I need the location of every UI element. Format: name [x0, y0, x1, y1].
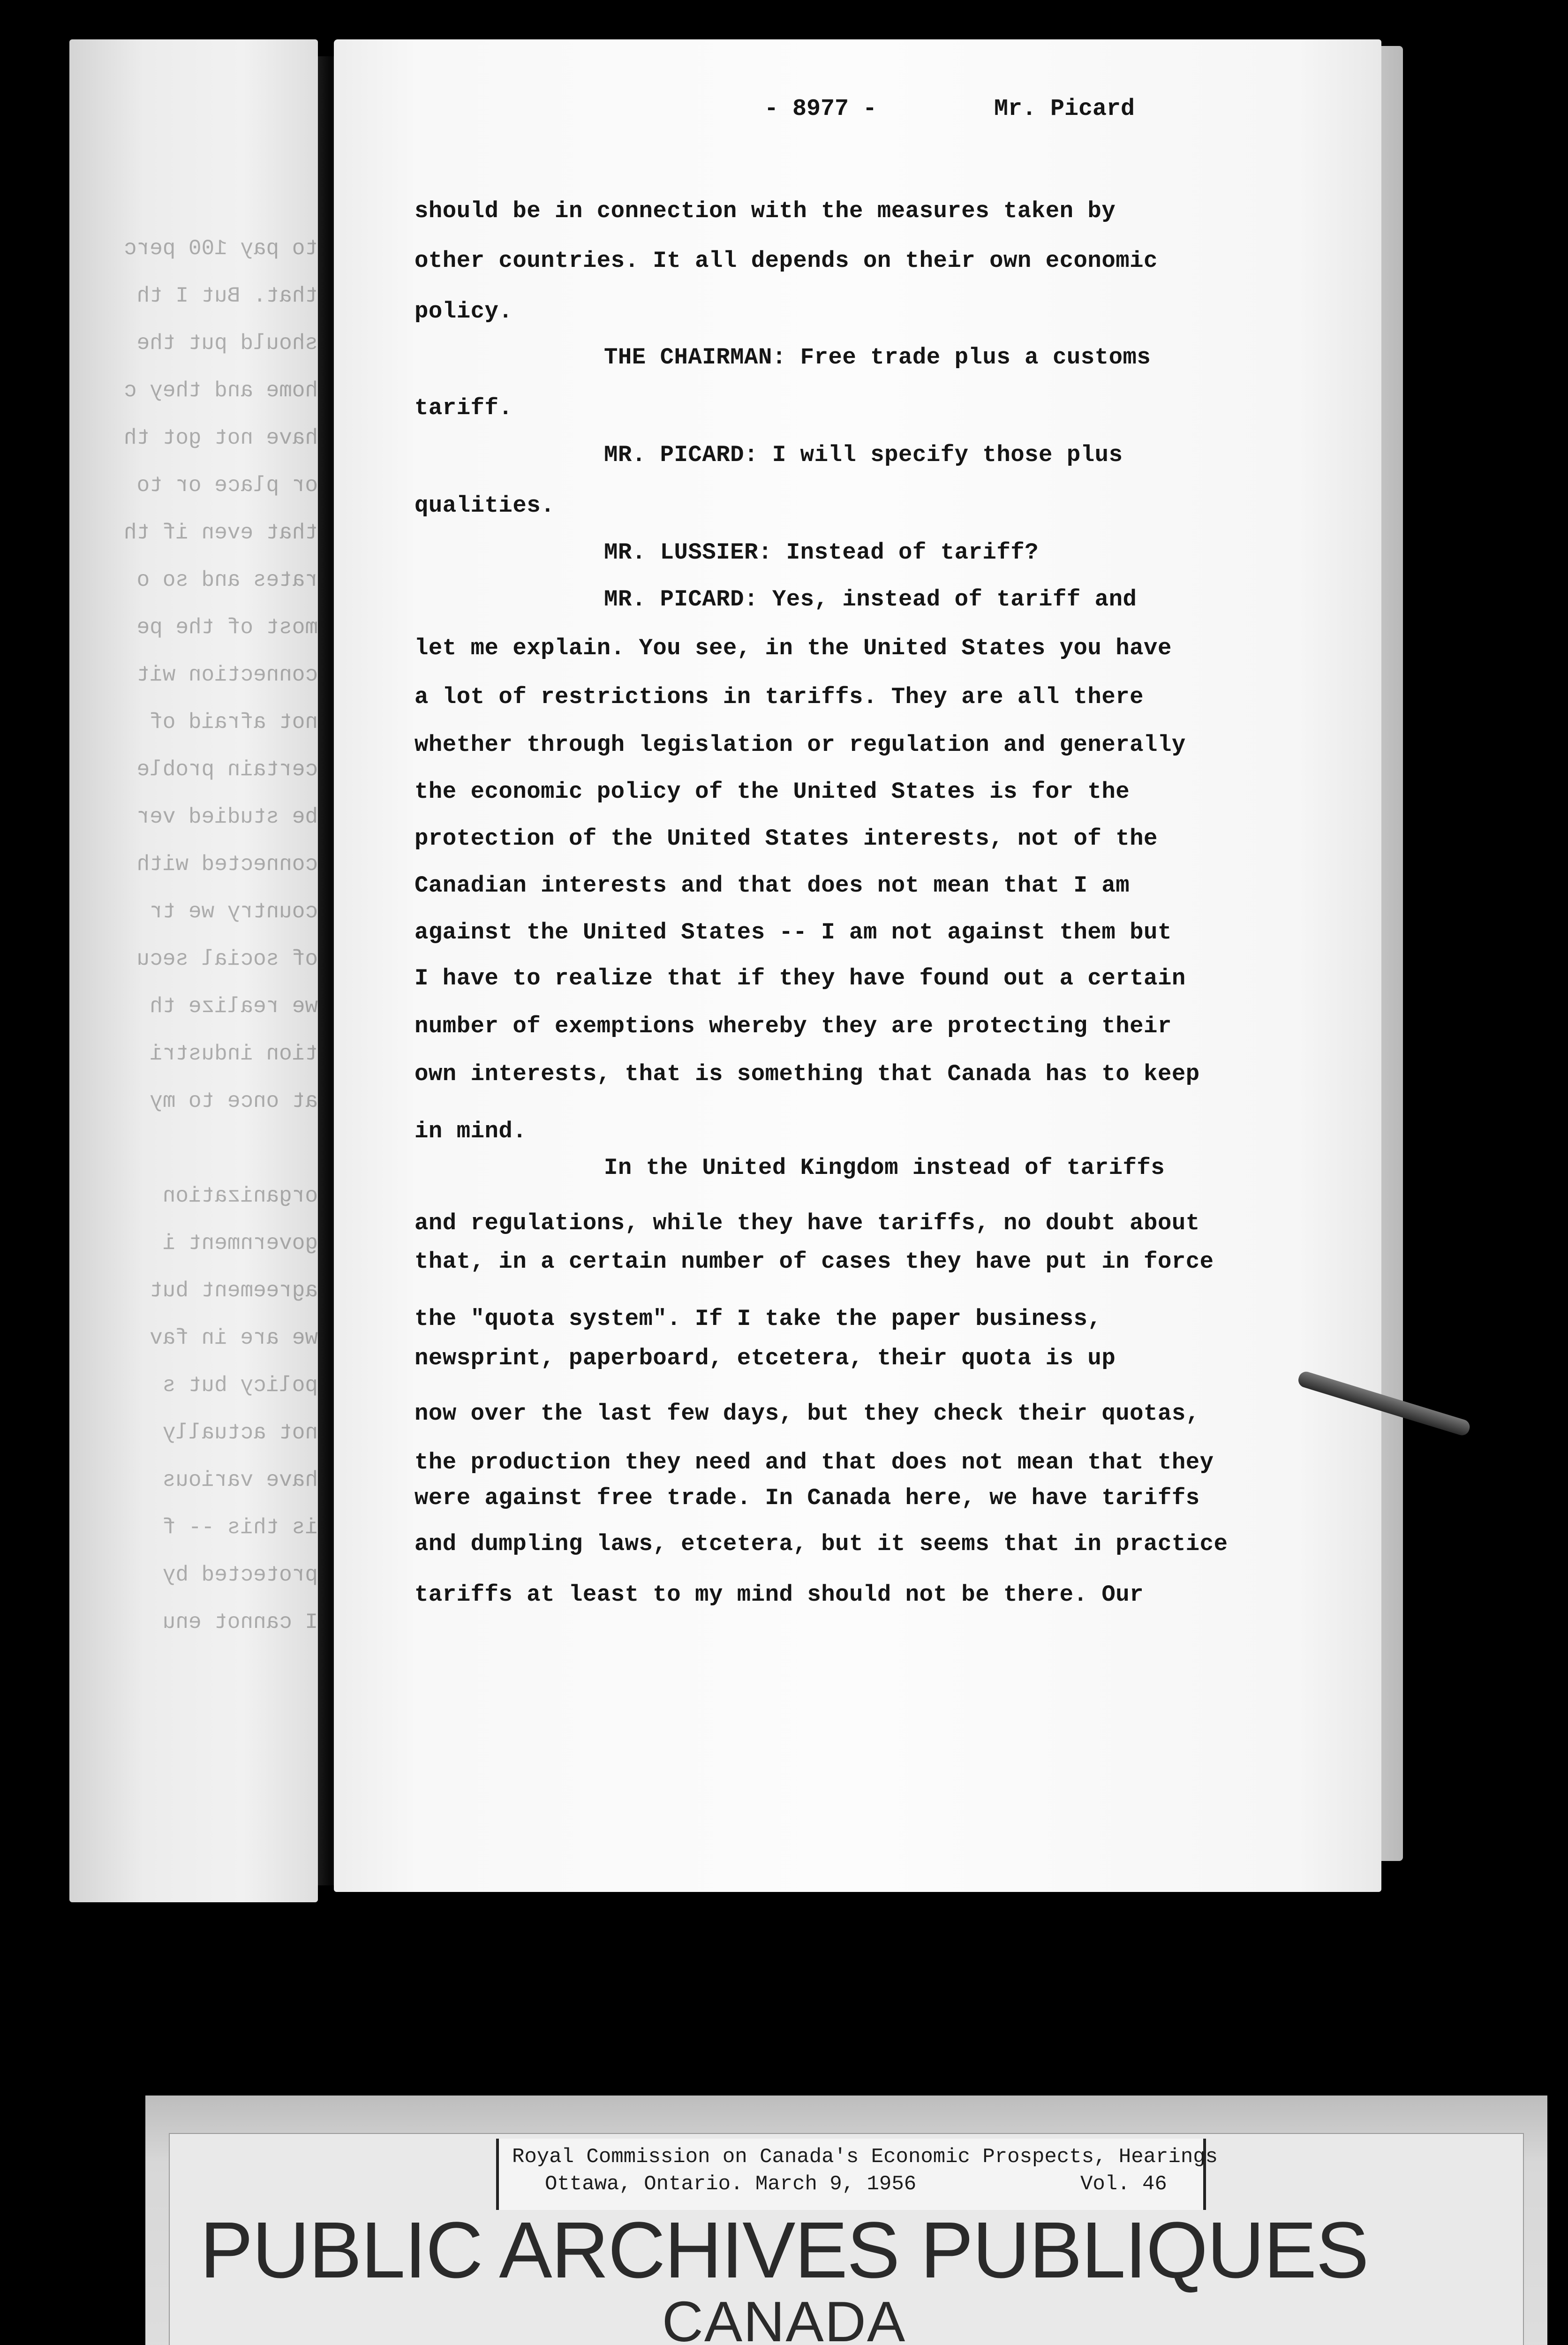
page-number: - 8977 - [764, 96, 877, 122]
bleed-line: should put the [136, 331, 318, 356]
bleed-line: not afraid of [150, 710, 318, 734]
transcript-line: a lot of restrictions in tariffs. They are all there [415, 684, 1144, 710]
transcript-line: MR. PICARD: I will specify those plus [604, 442, 1123, 468]
bleed-line: at once to my [150, 1089, 318, 1113]
bleed-line [69, 1136, 318, 1184]
transcript-line: the production they need and that does not mean that they [415, 1449, 1214, 1475]
bleed-line: be studied ver [136, 805, 318, 829]
transcript-line: protection of the United States interests, not of the [415, 825, 1158, 852]
bleed-line: to pay 100 perc [123, 236, 318, 261]
bleed-line: tion industri [150, 1042, 318, 1066]
transcript-line: and regulations, while they have tariffs, no doubt about [415, 1210, 1200, 1236]
bleed-line: we are in fav [150, 1326, 318, 1350]
transcript-line: against the United States -- I am not against them but [415, 919, 1172, 946]
transcript-line: tariffs at least to my mind should not be there. Our [415, 1581, 1144, 1608]
transcript-line: own interests, that is something that Canada has to keep [415, 1061, 1200, 1087]
transcript-line: in mind. [415, 1118, 527, 1144]
transcript-line: now over the last few days, but they check their quotas, [415, 1400, 1200, 1427]
bleed-line: have various [162, 1468, 318, 1492]
archives-title: PUBLIC ARCHIVES PUBLIQUES [200, 2206, 1368, 2295]
bleed-line: not actually [162, 1421, 318, 1445]
transcript-line: the economic policy of the United States is for the [415, 779, 1130, 805]
transcript-line: should be in connection with the measures taken by [415, 198, 1116, 224]
transcript-line: MR. PICARD: Yes, instead of tariff and [604, 586, 1137, 613]
transcript-line: qualities. [415, 492, 555, 519]
transcript-line: that, in a certain number of cases they have put in force [415, 1248, 1214, 1275]
transcript-line: MR. LUSSIER: Instead of tariff? [604, 539, 1039, 566]
slip-commission-title: Royal Commission on Canada's Economic Prospects, Hearings [512, 2145, 1218, 2169]
page-speaker-header: Mr. Picard [994, 96, 1135, 122]
bleed-line: or place or to [136, 473, 318, 498]
transcript-line: were against free trade. In Canada here, we have tariffs [415, 1485, 1200, 1511]
transcript-line: In the United Kingdom instead of tariffs [604, 1155, 1165, 1181]
transcript-line: let me explain. You see, in the United States you have [415, 635, 1172, 661]
slip-volume: Vol. 46 [1080, 2172, 1167, 2196]
transcript-line: tariff. [415, 395, 513, 421]
bleed-line: government i [162, 1231, 318, 1256]
transcript-line: policy. [415, 298, 513, 325]
bleed-line: I cannot enu [162, 1610, 318, 1634]
bleed-line: connected with [136, 852, 318, 877]
bleed-line: have not got th [123, 426, 318, 450]
bleed-line: we realize th [150, 994, 318, 1019]
bleed-line: connection wit [136, 663, 318, 687]
bleed-through-text [69, 236, 318, 1657]
archives-subtitle: CANADA [662, 2290, 906, 2345]
transcript-line: newsprint, paperboard, etcetera, their quota is up [415, 1345, 1116, 1371]
transcript-line: Canadian interests and that does not mean that I am [415, 872, 1130, 899]
bleed-line: agreement but [150, 1278, 318, 1303]
slip-location-date: Ottawa, Ontario. March 9, 1956 [545, 2172, 917, 2196]
bleed-line: that. But I th [136, 284, 318, 308]
bleed-line: most of the pe [136, 615, 318, 640]
transcript-line: THE CHAIRMAN: Free trade plus a customs [604, 344, 1151, 371]
transcript-line: other countries. It all depends on their own economic [415, 248, 1158, 274]
bleed-line: country we tr [150, 900, 318, 924]
left-page [69, 39, 318, 1902]
bleed-line: of social secu [136, 947, 318, 971]
bleed-line: protected by [162, 1563, 318, 1587]
bleed-line: home and they c [123, 378, 318, 403]
bleed-line: certain proble [136, 757, 318, 782]
transcript-line: whether through legislation or regulation and generally [415, 732, 1186, 758]
bleed-line: organization [162, 1184, 318, 1208]
transcript-line: I have to realize that if they have found out a certain [415, 965, 1186, 991]
transcript-line: and dumpling laws, etcetera, but it seems that in practice [415, 1531, 1228, 1557]
transcript-line: the "quota system". If I take the paper business, [415, 1306, 1102, 1332]
bleed-line: policy but s [162, 1373, 318, 1398]
bleed-line: rates and so o [136, 568, 318, 592]
bleed-line: is this -- f [162, 1515, 318, 1540]
bleed-line: that even if th [123, 521, 318, 545]
transcript-line: number of exemptions whereby they are protecting their [415, 1013, 1172, 1039]
